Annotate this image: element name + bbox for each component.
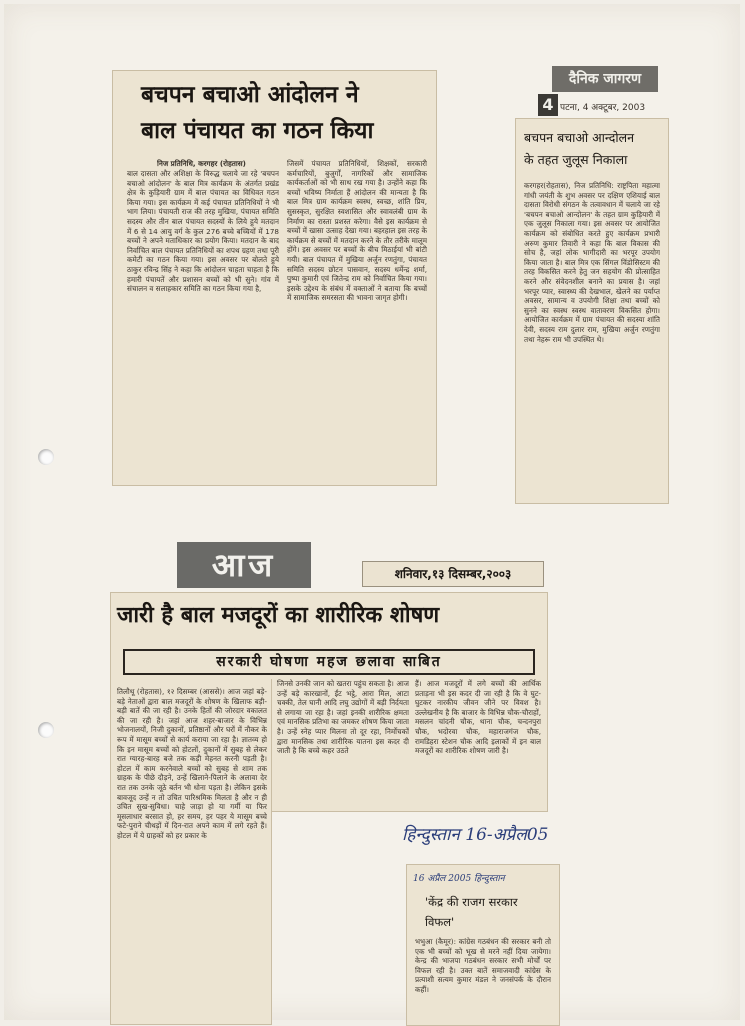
article-column-2: जिनसे उनकी जान को खतरा पहुंच सकता है। आज उन्हें बड़े कारखानों, ईंट भट्ठे, आरा मिल, आटा चक्की, तेल घानी आदि लघु उद्योगों में बड़ी निर्दयता से लगाया जा रहा है। जहां इनकी शारीरिक क्षमता एवं मानसिक प्रतिभा का जमकर शोषण किया जाता है। उन्हें स्नेह प्यार मिलना तो दूर रहा, निर्मोचकों द्वारा मानसिक तथा शारीरिक यातना इस कदर दी जाती है कि बच्चे कहर उठते — [277, 679, 409, 756]
article-body: करगहर(रोहतास), निज प्रतिनिधि: राष्ट्रपिता महात्मा गांधी जयंती के शुभ अवसर पर दक्षिण एशियाई बाल दासता विरोधी संगठन के तत्वावधान में चलाये जा रहे 'बचपन बचाओ आन्दोलन' के तहत ग्राम कुड़ियारी में एक जुलूस निकाला गया। इस अवसर पर आयोजित कार्यक्रम को संबोधित करते हुए कार्यक्रम प्रभारी अरुण कुमार तिवारी ने कहा कि बाल विकास की सोच है, जहां लोक भागीदारी का भरपूर उपयोग किया जाता है। बाल मित्र एक सिंगल विंडोसिस्टम की तरह विकसित करने हेतु जन सहयोग की प्रोत्साहित करने और संवेदनशील बनाने का प्रयास है। जहां भरपूर प्यार, स्वास्थ्य की देखभाल, खेलने का पर्याप्त अवसर, सामान्य व उपयोगी शिक्षा तथा बच्चों को सुनने का स्वस्थ स्वस्थ वातावरण विकसित होगा। आयोजित कार्यक्रम में ग्राम पंचायत की सदस्या शांति देवी, सदस्य राम दुलार राम, मुखिया अर्जुन रणतुंगा तथा नेहरू राम भी उपस्थित थे। — [524, 181, 660, 344]
masthead-dainik-jagran: दैनिक जागरण — [552, 66, 658, 92]
date-stamp: 16 अप्रैल 2005 हिन्दुस्तान — [413, 874, 505, 884]
headline-line-2: विफल' — [425, 915, 455, 929]
subheadline: सरकारी घोषणा महज छलावा साबित — [123, 649, 535, 675]
article-column-1: बाल दासता और अशिक्षा के विरुद्ध चलाये जा रहे 'बचपन बचाओ आंदोलन' के बाल मित्र कार्यक्रम के अंतर्गत प्रखंड क्षेत्र के कुड़ियारी ग्राम में बाल पंचायत का विधिवत गठन किया गया। इस कार्यक्रम में कई पंचायत प्रतिनिधियों ने भी भाग लिया। पंचायती राज की तरह मुखिया, पंचायत समिति सदस्य और तीन बाल पंचायत सदस्यों के लिये हुये मतदान में 6 से 14 आयु वर्ग के कुल 276 बच्चे बच्चियों में 178 बच्चों ने अपने मताधिकार का प्रयोग किया। मतदान के बाद निर्वाचित बाल पंचायत प्रतिनिधियों का शपथ ग्रहण तथा पूरी कमेटी का गठन किया गया। इस अवसर पर बोलते हुये ठाकुर रविन्द्र सिंह ने कहा कि आंदोलन चाहता चाहता है कि हमारी पंचायतें और प्रशासन बच्चों को भी सुने। गांव में संचालन व सलाहकार समिति का गठन किया गया है, — [127, 169, 279, 294]
byline: निज प्रतिनिधि, करगहर (रोहतास) — [157, 159, 246, 168]
clipping-bal-panchayat — [112, 70, 437, 486]
dateline: शनिवार,१३ दिसम्बर,२००३ — [362, 561, 544, 587]
headline: जारी है बाल मजदूरों का शारीरिक शोषण — [117, 603, 440, 628]
dateline: पटना, 4 अक्टूबर, 2003 — [560, 103, 646, 113]
article-column-3: हैं। आज मजदूरों में लगे बच्चों की आर्थिक प्रताड़ना भी इस कदर दी जा रही है कि वे घुट-घुटकर नारकीय जीवन जीने पर विवश है। उल्लेखनीय है कि बाजार के विभिन्न चौक-चौराहों, मसलन चांदनी चौक, थाना चौक, चन्दनपुरा चौक, भदोरवा चौक, महाराजगंज चौक, रामडिहरा स्टेशन चौक आदि इलाकों में इन बाल मजदूरों का शारीरिक शोषण जारी है। — [415, 679, 541, 756]
article-column-1: तिलौथू (रोहतास), १२ दिसम्बर (आससे)। आज जहां बड़े-बड़े नेताओं द्वारा बाल मजदूरों के शोषण के खिलाफ बड़ी-बड़ी बातें की जा रही है। उनके हितों की जोरदार वकालत की जा रही है। जहां आज शहर-बाजार के विभिन्न भोजनालयों, निजी दुकानों, प्रतिष्ठानों और घरों में नौकर के रूप में मासूम बच्चों से कार्य कराया जा रहा है। ज्ञातव्य हो कि इन मासूम बच्चों को होटलों, दुकानों में सुबह से लेकर रात ग्यारह-बारह बजे तक कड़ी मेहनत करनी पड़ती है। होटल में काम करनेवाले बच्चों को सुबह से शाम तक ग्राहक के पीछे दौड़ने, उन्हें खिलाने-पिलाने के अलावा देर रात तक उनके जूठे बर्तन भी धोना पड़ता है। लेकिन इसके बावजूद उन्हें न तो उचित पारिश्रमिक मिलता है और न ही उचित सुख-सुविधा। चाहे जाड़ा हो या गर्मी या फिर मूसलाधार बरसात हो, हर समय, हर पहर ये मासूम बच्चे फटे-पुराने चीथड़ों में दिन-रात अपने काम में लगे रहते हैं। होटल में ये ग्राहकों को हर प्रकार के — [117, 687, 267, 840]
clipping-julus-nikala — [515, 118, 669, 504]
masthead-aaj-text: आज — [211, 546, 277, 584]
article-column-2: जिसमें पंचायत प्रतिनिधियों, शिक्षकों, सरकारी कर्मचारियों, बुजुर्गों, नागरिकों और सामाजिक कार्यकर्ताओं को भी साथ रख गया है। उन्होंने कहा कि बच्चों भविष्य निर्माता हैं आंदोलन की मान्यता है कि बाल मित्र ग्राम कार्यक्रम स्वस्थ, स्वच्छ, शांति प्रिय, सुसस्कृत, सुरक्षित स्वशासित और स्वावलंबी ग्राम के निर्माण का रास्ता प्रशस्त करेगा। वैसे इस कार्यक्रम से बच्चों में खासा उत्साह देखा गया। बहरहाल इस तरह के कार्यक्रम से बच्चों में मतदान करने के तौर तरीके मालूम होंगे। इस अवसर पर बच्चों के बीच मिठाईयां भी बांटी गयी। बाल पंचायत में मुखिया अर्जुन रणतुंगा, पंचायत समिति सदस्य छोटन पासवान, सदस्य धर्मेन्द्र शर्मा, पुष्पा कुमारी एवं जितेन्द्र राम को निर्वाचित किया गया। इसके उद्देश्य के संबंध में वक्ताओं ने बताया कि बच्चों में सामाजिक समरसता की भावना जागृत होगी। — [287, 159, 427, 303]
masthead-aaj — [177, 542, 311, 588]
scrapbook-page — [4, 4, 740, 1020]
headline-line-1: बचपन बचाओ आंदोलन ने — [141, 82, 359, 108]
page-number-badge: 4 — [538, 94, 558, 116]
clipping-rajag-sarkar — [406, 864, 560, 1026]
handwritten-source-note: हिन्दुस्तान 16-अप्रैल05 — [402, 825, 549, 845]
article-body: भभुआ (कैमूर): कांग्रेस गठबंधन की सरकार बनी तो एक भी बच्चों को भूख से मरने नहीं दिया जायेगा। केन्द्र की भाजपा गठबंधन सरकार सभी मोर्चों पर विफल रही है। उक्त बातें समाजवादी कांग्रेस के प्रत्याशी सत्यम कुमार मंडल ने जनसंपर्क के दौरान कहीं। — [415, 937, 551, 994]
headline-line-2: के तहत जुलूस निकाला — [524, 152, 628, 167]
clipping-bal-majdoor-continued — [110, 679, 272, 1025]
headline-line-1: बचपन बचाओ आन्दोलन — [524, 130, 635, 145]
headline-line-2: बाल पंचायत का गठन किया — [141, 118, 374, 144]
headline-line-1: 'केंद्र की राजग सरकार — [425, 895, 518, 909]
punch-hole-middle — [38, 722, 54, 738]
punch-hole-top — [38, 449, 54, 465]
